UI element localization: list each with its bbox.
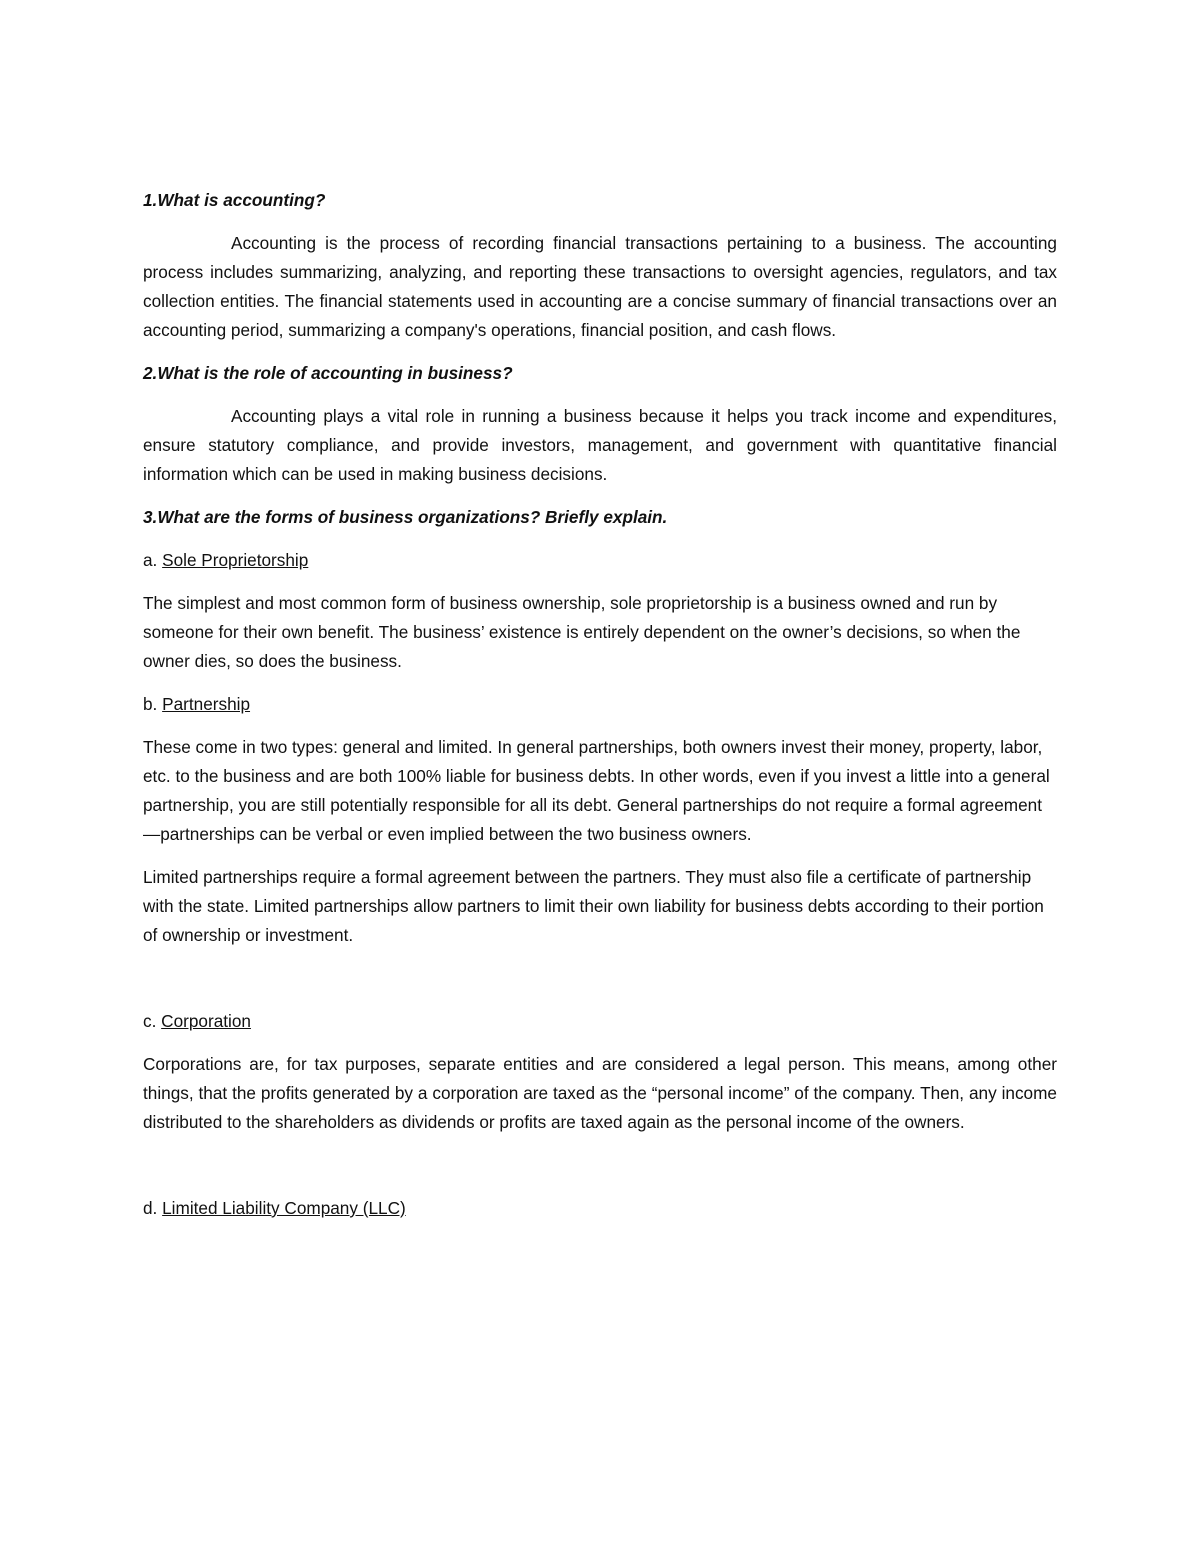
form-c-paragraph-1: Corporations are, for tax purposes, separate entities and are considered a legal person. This means, among other things, that the profits generated by a corporation are taxed as the “personal income” of the company. Then, any income distributed to the shareholders as dividends or profits are taxed again as the personal income of the owners. — [143, 1054, 1057, 1132]
question-1-heading: 1.What is accounting? — [143, 190, 326, 210]
form-c-letter: c. — [143, 1011, 157, 1031]
form-a-title: Sole Proprietorship — [162, 550, 309, 570]
blank-line — [143, 1151, 1057, 1194]
form-b-paragraph-2: Limited partnerships require a formal agreement between the partners. They must also file a certificate of partnership with the state. Limited partnerships allow partners to limit their own liability for business debts according to their portion of ownership or investment. — [143, 867, 1044, 945]
form-a-paragraph-1: The simplest and most common form of business ownership, sole proprietorship is a business owned and run by someone for their own benefit. The business’ existence is entirely dependent on the owner’s decisions, so when the owner dies, so does the business. — [143, 593, 1021, 671]
form-b-paragraph-1: These come in two types: general and limited. In general partnerships, both owners invest their money, property, labor, etc. to the business and are both 100% liable for business debts. In other words, even if you invest a little into a general partnership, you are still potentially responsible for all its debt. General partnerships do not require a formal agreement—partnerships can be verbal or even implied between the two business owners. — [143, 737, 1050, 844]
form-a-letter: a. — [143, 550, 158, 570]
question-2-heading: 2.What is the role of accounting in business? — [143, 363, 513, 383]
document-page — [143, 186, 1057, 1237]
blank-line — [143, 964, 1057, 1007]
form-c-title: Corporation — [161, 1011, 251, 1031]
form-d-title: Limited Liability Company (LLC) — [162, 1198, 406, 1218]
form-c-heading — [143, 1007, 1057, 1036]
question-2-answer: Accounting plays a vital role in running a business because it helps you track income and expenditures, ensure statutory compliance, and provide investors, management, and government with quantitative financial information which can be used in making business decisions. — [143, 406, 1057, 484]
form-b-heading — [143, 690, 1057, 719]
question-3-heading: 3.What are the forms of business organizations? Briefly explain. — [143, 507, 668, 527]
question-1-answer: Accounting is the process of recording financial transactions pertaining to a business. The accounting process includes summarizing, analyzing, and reporting these transactions to oversight agencies, regulators, and tax collection entities. The financial statements used in accounting are a concise summary of financial transactions over an accounting period, summarizing a company's operations, financial position, and cash flows. — [143, 233, 1057, 340]
form-d-heading — [143, 1194, 1057, 1223]
form-b-title: Partnership — [162, 694, 251, 714]
form-a-heading — [143, 546, 1057, 575]
form-d-letter: d. — [143, 1198, 158, 1218]
form-b-letter: b. — [143, 694, 158, 714]
